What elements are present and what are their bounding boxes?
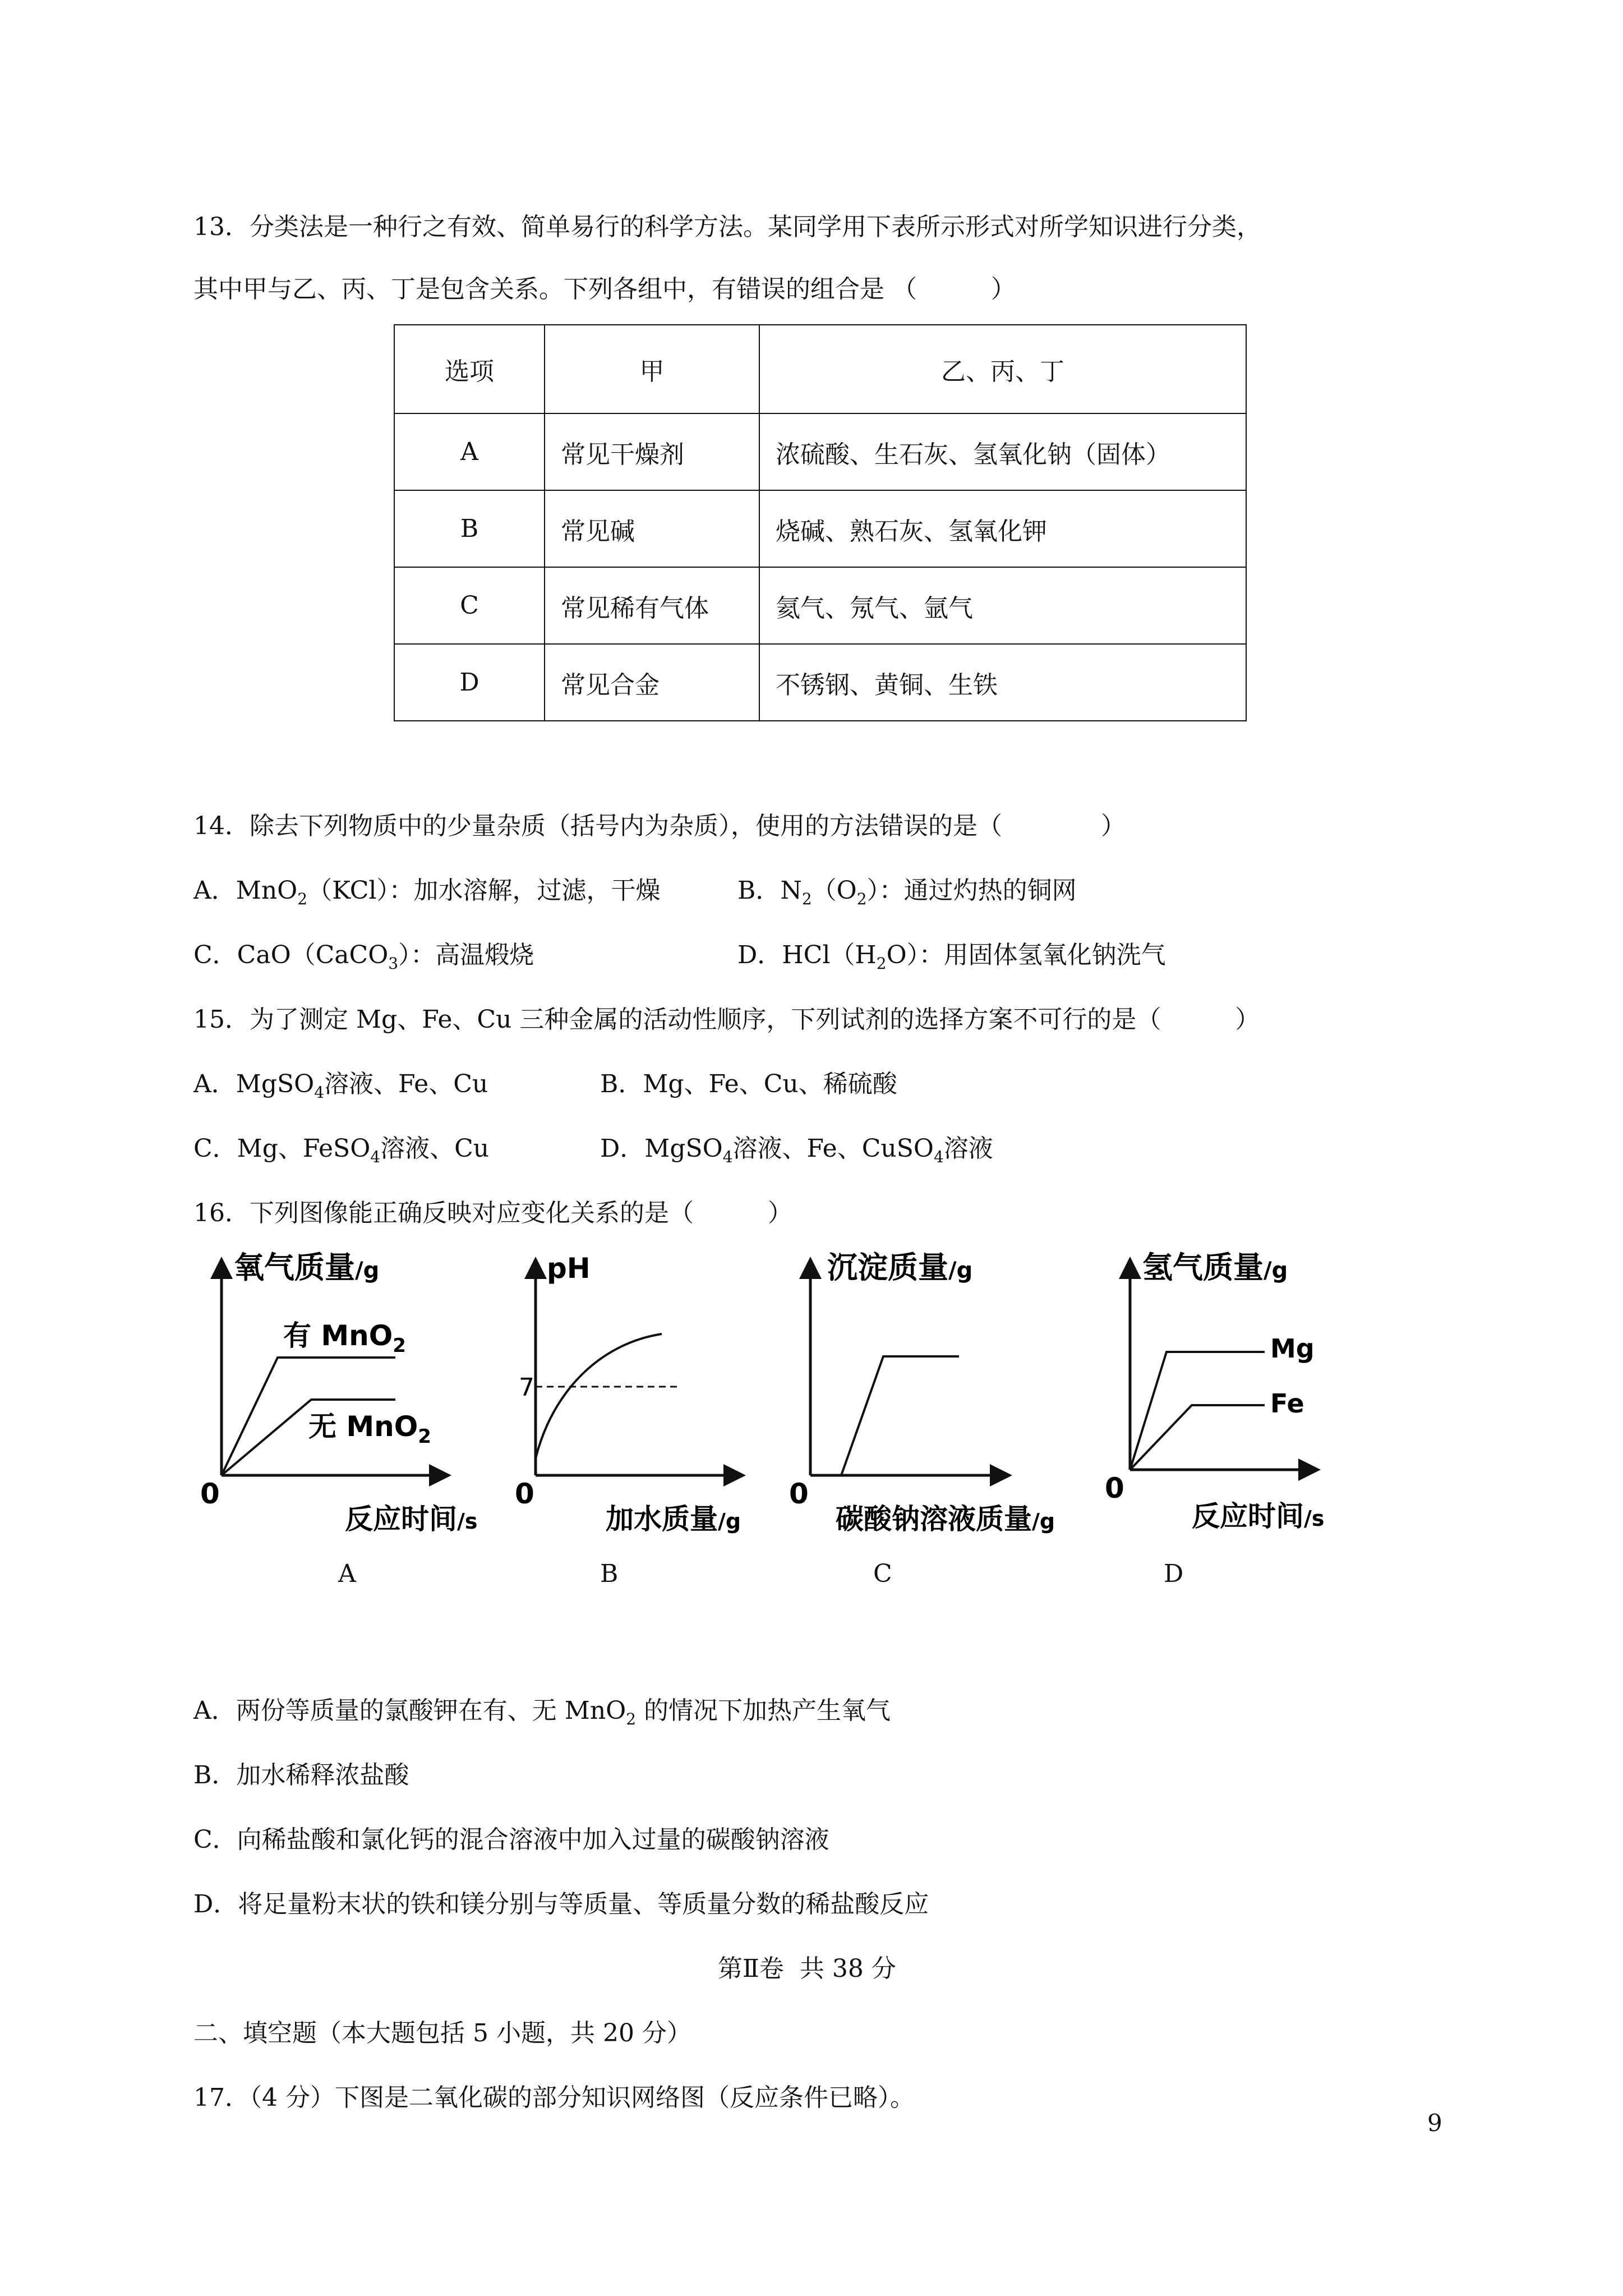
q16-stem: 16．下列图像能正确反映对应变化关系的是（ ） — [193, 1199, 792, 1227]
subscript: 3 — [388, 954, 399, 973]
table-cell: 常见合金 — [545, 644, 759, 721]
q14-option-d — [737, 938, 1166, 972]
q14-option-d-text: D．HCl（H — [737, 941, 877, 969]
table-header-row — [394, 325, 1246, 413]
table-cell: 氦气、氖气、氩气 — [759, 567, 1246, 644]
q13-table — [394, 324, 1247, 721]
q15-option-c-text: C．Mg、FeSO — [193, 1134, 371, 1163]
q15-option-d-text: 溶液 — [943, 1134, 993, 1163]
line-label-with-mno2: 有 MnO$_2$ — [283, 1319, 406, 1357]
origin-label: 0 — [789, 1478, 809, 1510]
q15-option-d-text: D．MgSO — [600, 1134, 723, 1163]
q16-option-b: B．加水稀释浓盐酸 — [193, 1761, 409, 1789]
subscript: 4 — [370, 1148, 381, 1166]
y-axis-label: pH — [547, 1252, 591, 1285]
origin-label: 0 — [1105, 1472, 1124, 1504]
q15-option-a — [193, 1068, 488, 1101]
q15-option-d — [600, 1132, 993, 1166]
y-axis-label: 氧气质量/g — [234, 1250, 380, 1285]
page-number: 9 — [1427, 2109, 1442, 2137]
header-yi-bing-ding: 乙、丙、丁 — [759, 325, 1246, 413]
y-axis-label: 沉淀质量/g — [827, 1250, 973, 1285]
q14-option-d-text: O）：用固体氢氧化钠洗气 — [886, 941, 1166, 969]
subscript: 4 — [314, 1083, 325, 1102]
q14-option-c-text: C．CaO（CaCO — [193, 941, 389, 969]
q16-option-d: D．将足量粉末状的铁和镁分别与等质量、等质量分数的稀盐酸反应 — [193, 1890, 929, 1918]
x-axis-label: 反应时间/s — [345, 1503, 478, 1535]
q13-stem-line1: 13．分类法是一种行之有效、简单易行的科学方法。某同学用下表所示形式对所学知识进行分类， — [193, 213, 1261, 241]
ph-curve — [536, 1334, 662, 1458]
table-cell: C — [394, 567, 545, 644]
table-cell: 常见干燥剂 — [545, 413, 759, 490]
q15-option-a-text: 溶液、Fe、Cu — [324, 1070, 488, 1098]
mg-label: Mg — [1270, 1333, 1315, 1364]
mg-line — [1130, 1352, 1265, 1470]
x-axis-label: 碳酸钠溶液质量/g — [836, 1503, 1055, 1535]
q14-stem: 14．除去下列物质中的少量杂质（括号内为杂质），使用的方法错误的是（ ） — [193, 812, 1126, 840]
q16-option-a — [193, 1694, 891, 1728]
subscript: 2 — [856, 890, 867, 908]
x-axis-label: 加水质量/g — [606, 1503, 741, 1535]
graph-label-c: C — [873, 1559, 892, 1588]
q14-option-b-text: B．N — [737, 876, 802, 905]
subscript: 2 — [297, 890, 308, 908]
subscript: 4 — [722, 1148, 733, 1166]
subscript: 2 — [876, 954, 887, 973]
table-cell: 常见稀有气体 — [545, 567, 759, 644]
table-cell: 浓硫酸、生石灰、氢氧化钠（固体） — [759, 413, 1246, 490]
y-axis-label: 氢气质量/g — [1142, 1250, 1288, 1285]
q15-option-c-text: 溶液、Cu — [380, 1134, 490, 1163]
table-cell: D — [394, 644, 545, 721]
q16-option-a-text: 的情况下加热产生氧气 — [636, 1696, 891, 1725]
graph-label-a: A — [338, 1559, 356, 1588]
subscript: 2 — [626, 1710, 637, 1728]
section-heading: 第Ⅱ卷 共 38 分 — [718, 1954, 896, 1983]
q15-option-d-text: 溶液、Fe、CuSO — [732, 1134, 934, 1163]
table-cell: 烧碱、熟石灰、氢氧化钾 — [759, 490, 1246, 567]
q14-option-a-text: （KCl）：加水溶解，过滤，干燥 — [307, 876, 661, 905]
q15-option-c — [193, 1132, 489, 1166]
table-cell: A — [394, 413, 545, 490]
q15-option-b: B．Mg、Fe、Cu、稀硫酸 — [600, 1070, 897, 1098]
q14-option-a — [193, 874, 661, 908]
fe-line — [1130, 1405, 1265, 1470]
table-cell: 不锈钢、黄铜、生铁 — [759, 644, 1246, 721]
table-row — [394, 413, 1246, 490]
header-option: 选项 — [394, 325, 545, 413]
q14-option-c-text: ）：高温煅烧 — [398, 941, 534, 969]
q14-option-b-text: ）：通过灼热的铜网 — [866, 876, 1077, 905]
q16-option-c: C．向稀盐酸和氯化钙的混合溶液中加入过量的碳酸钠溶液 — [193, 1825, 829, 1854]
fe-label: Fe — [1270, 1388, 1304, 1419]
q16-graph-d — [1080, 1245, 1371, 1550]
table-row — [394, 567, 1246, 644]
table-row — [394, 644, 1246, 721]
q14-option-b-text: （O — [811, 876, 857, 905]
origin-label: 0 — [515, 1478, 534, 1510]
table-row — [394, 490, 1246, 567]
ph-7-tick-label: 7 — [519, 1373, 534, 1402]
origin-label: 0 — [200, 1478, 220, 1510]
q14-option-a-text: A．MnO — [193, 876, 298, 905]
q14-option-b — [737, 874, 1077, 908]
q16-option-a-text: A．两份等质量的氯酸钾在有、无 MnO — [193, 1696, 626, 1725]
table-cell: B — [394, 490, 545, 567]
q13-stem-line2: 其中甲与乙、丙、丁是包含关系。下列各组中，有错误的组合是 （ ） — [193, 275, 1016, 303]
q14-option-c — [193, 938, 534, 972]
q15-option-a-text: A．MgSO — [193, 1070, 315, 1098]
line-label-without-mno2: 无 MnO$_2$ — [308, 1410, 431, 1448]
subscript: 2 — [801, 890, 812, 908]
precipitate-line — [841, 1356, 959, 1475]
q16-graph-a — [193, 1245, 485, 1550]
table-cell: 常见碱 — [545, 490, 759, 567]
x-axis-label: 反应时间/s — [1192, 1500, 1325, 1533]
graph-label-b: B — [600, 1559, 619, 1588]
part-two-heading: 二、填空题（本大题包括 5 小题，共 20 分） — [193, 2019, 691, 2047]
q15-stem: 15．为了测定 Mg、Fe、Cu 三种金属的活动性顺序，下列试剂的选择方案不可行的是（ ） — [193, 1005, 1260, 1034]
graph-label-d: D — [1164, 1559, 1184, 1588]
q16-graph-b — [494, 1245, 763, 1550]
header-jia: 甲 — [545, 325, 759, 413]
subscript: 4 — [933, 1148, 944, 1166]
q16-graph-c — [782, 1245, 1074, 1550]
q17-stem: 17．（4 分）下图是二氧化碳的部分知识网络图（反应条件已略）。 — [193, 2083, 915, 2112]
